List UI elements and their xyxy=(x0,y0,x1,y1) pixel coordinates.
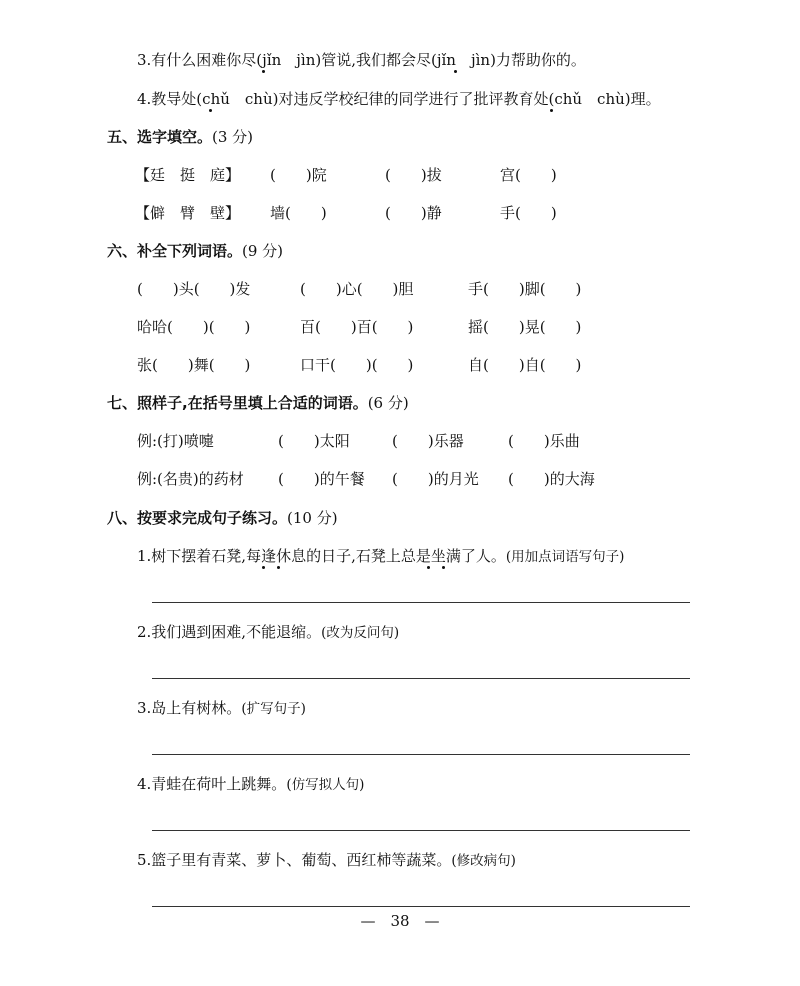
emphasis-dot xyxy=(262,566,265,569)
word-blank: ( )心( )胆 xyxy=(300,280,414,298)
page-number: — 38 — xyxy=(360,912,440,930)
blank-1: ( )院 xyxy=(270,166,327,184)
sentence-text: 2.我们遇到困难,不能退缩。 xyxy=(137,623,322,641)
sentence-hint: (改为反问句) xyxy=(321,625,400,641)
phrase-blank: ( )的月光 xyxy=(392,470,479,488)
section-7-title xyxy=(107,393,409,413)
emphasis-dot xyxy=(209,109,212,112)
sentence-text: 4.青蛙在荷叶上跳舞。 xyxy=(137,775,287,793)
emphasis-dot xyxy=(277,566,280,569)
emphasis-dot xyxy=(454,70,457,73)
section-points: (6 分) xyxy=(367,394,409,412)
word-blank: 自( )自( ) xyxy=(468,356,582,374)
blank-2: ( )拔 xyxy=(385,166,442,184)
emphasis-dot xyxy=(427,566,430,569)
question-4-item-3: 3.有什么困难你尽(jǐn jìn)管说,我们都会尽(jǐn jìn)力帮助你的。 xyxy=(137,51,586,69)
answer-line[interactable] xyxy=(152,678,690,679)
sentence-text: 3.岛上有树林。 xyxy=(137,699,242,717)
word-blank: 哈哈( )( ) xyxy=(137,318,251,336)
choice-group-1: 【廷 挺 庭】 xyxy=(135,166,241,184)
emphasis-dot xyxy=(442,566,445,569)
sentence-hint: (扩写句子) xyxy=(241,701,306,717)
sentence-item-1 xyxy=(137,546,624,567)
answer-line[interactable] xyxy=(152,906,690,907)
example-1: 例:(打)喷嚏 xyxy=(137,432,214,450)
choice-group-2: 【僻 臂 壁】 xyxy=(135,204,241,222)
blank-4: 墙( ) xyxy=(270,204,327,222)
section-5-title xyxy=(107,127,253,147)
section-title-text: 七、照样子,在括号里填上合适的词语。 xyxy=(107,394,368,412)
sentence-hint: (修改病句) xyxy=(451,853,516,869)
section-points: (3 分) xyxy=(212,128,254,146)
phrase-blank: ( )的午餐 xyxy=(278,470,365,488)
example-2: 例:(名贵)的药材 xyxy=(137,470,244,488)
word-blank: ( )头( )发 xyxy=(137,280,251,298)
phrase-blank: ( )太阳 xyxy=(278,432,350,450)
section-title-text: 八、按要求完成句子练习。 xyxy=(107,509,288,527)
section-points: (9 分) xyxy=(242,242,284,260)
question-4-item-4: 4.教导处(chǔ chù)对违反学校纪律的同学进行了批评教育处(chǔ chù)理。 xyxy=(137,90,661,108)
section-title-text: 六、补全下列词语。 xyxy=(107,242,243,260)
blank-3: 宫( ) xyxy=(500,166,557,184)
phrase-blank: ( )乐器 xyxy=(392,432,464,450)
emphasis-dot xyxy=(550,109,553,112)
sentence-hint: (仿写拟人句) xyxy=(286,777,365,793)
sentence-item-4 xyxy=(137,774,364,795)
word-blank: 张( )舞( ) xyxy=(137,356,251,374)
sentence-text: 1.树下摆着石凳,每逢休息的日子,石凳上总是坐满了人。 xyxy=(137,547,506,565)
word-blank: 百( )百( ) xyxy=(300,318,414,336)
answer-line[interactable] xyxy=(152,602,690,603)
word-blank: 手( )脚( ) xyxy=(468,280,582,298)
answer-line[interactable] xyxy=(152,830,690,831)
word-blank: 摇( )晃( ) xyxy=(468,318,582,336)
sentence-item-2 xyxy=(137,622,399,643)
sentence-hint: (用加点词语写句子) xyxy=(505,549,625,565)
sentence-text: 5.篮子里有青菜、萝卜、葡萄、西红柿等蔬菜。 xyxy=(137,851,452,869)
sentence-item-3 xyxy=(137,698,306,719)
phrase-blank: ( )乐曲 xyxy=(508,432,580,450)
section-points: (10 分) xyxy=(287,509,338,527)
emphasis-dot xyxy=(262,70,265,73)
word-blank: 口干( )( ) xyxy=(300,356,414,374)
phrase-blank: ( )的大海 xyxy=(508,470,595,488)
answer-line[interactable] xyxy=(152,754,690,755)
section-8-title xyxy=(107,508,338,528)
section-title-text: 五、选字填空。 xyxy=(107,128,213,146)
blank-6: 手( ) xyxy=(500,204,557,222)
sentence-item-5 xyxy=(137,850,516,871)
blank-5: ( )静 xyxy=(385,204,442,222)
section-6-title xyxy=(107,241,283,261)
